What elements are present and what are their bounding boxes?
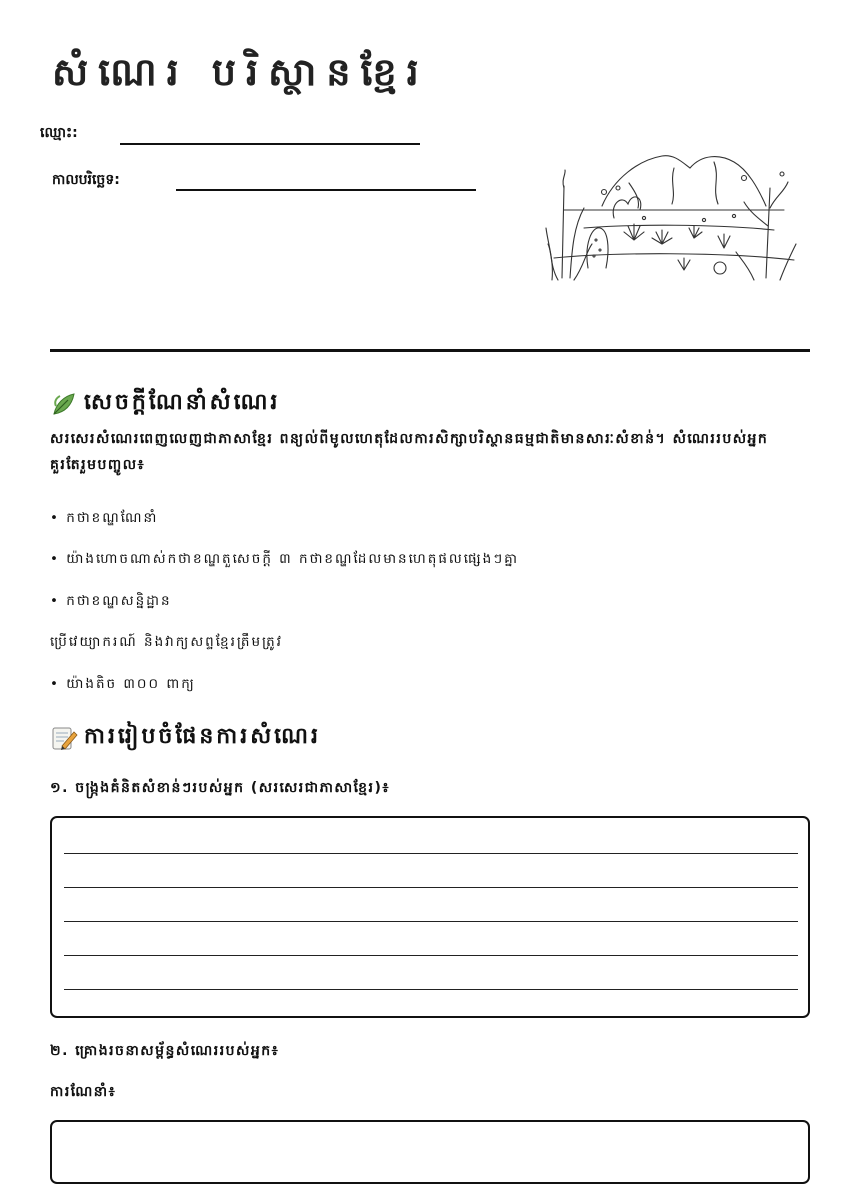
memo-pencil-icon <box>50 724 78 752</box>
desert-landscape-illustration <box>544 148 800 288</box>
planning-heading <box>50 722 321 754</box>
question-2-label: ២. គ្រោងរចនាសម្ព័ន្ធសំណេររបស់អ្នក៖ <box>50 1043 280 1059</box>
instruction-item: ប្រើវេយ្យាករណ៍ និងវាក្យសព្ទខ្មែរត្រឹមត្រូវ <box>50 634 283 650</box>
instruction-item: • កថាខណ្ឌណែនាំ <box>50 510 159 526</box>
writing-line <box>64 887 798 888</box>
instructions-heading-text: សេចក្តីណែនាំសំណេរ <box>84 390 281 415</box>
question-1-label: ១. ចង្រ្កងគំនិតសំខាន់ៗរបស់អ្នក (សរសេរជាភាសាខ្មែរ)៖ <box>50 780 391 796</box>
writing-line <box>64 955 798 956</box>
instruction-item: • កថាខណ្ឌសន្និដ្ឋាន <box>50 593 172 609</box>
brainstorm-answer-box[interactable] <box>50 816 810 1018</box>
writing-line <box>64 853 798 854</box>
instructions-heading <box>50 388 280 420</box>
leaf-icon <box>50 390 78 418</box>
worksheet-title: សំណេរ បរិស្ថានខ្មែរ <box>52 50 429 94</box>
introduction-label: ការណែនាំ៖ <box>50 1084 117 1100</box>
writing-line <box>64 921 798 922</box>
name-line[interactable] <box>120 143 420 145</box>
introduction-answer-box[interactable] <box>50 1120 810 1184</box>
date-label: កាលបរិច្ឆេទ: <box>52 172 120 188</box>
planning-heading-text: ការរៀបចំផែនការសំណេរ <box>84 724 321 749</box>
instructions-intro: សរសេរសំណេរពេញលេញជាភាសាខ្មែរ ពន្យល់ពីមូលហេតុដែលការសិក្សាបរិស្ថានធម្មជាតិមានសារៈសំខាន់។ សំណេររបស់អ្នកគួរតែរួមបញ្ចូល៖ <box>50 431 769 473</box>
header-divider <box>50 349 810 352</box>
name-label: ឈ្មោះ: <box>40 125 78 141</box>
instruction-item: • យ៉ាងតិច ៣០០ ពាក្យ <box>50 676 196 692</box>
date-line[interactable] <box>176 189 476 191</box>
instruction-item: • យ៉ាងហោចណាស់កថាខណ្ឌតួសេចក្តី ៣ កថាខណ្ឌដែលមានហេតុផលផ្សេងៗគ្នា <box>50 551 519 567</box>
writing-line <box>64 989 798 990</box>
